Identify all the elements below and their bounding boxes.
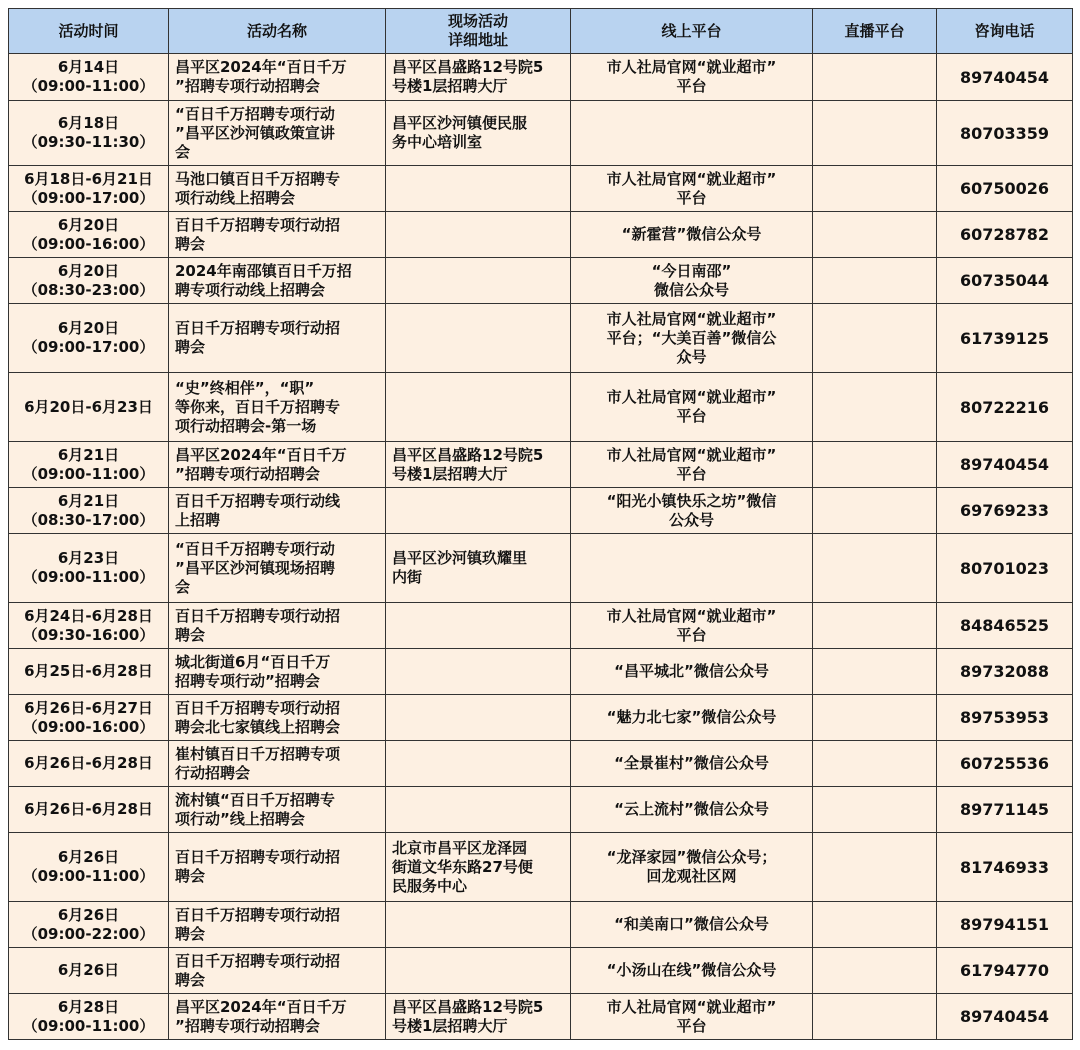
- cell-line: “百日千万招聘专项行动: [175, 539, 335, 558]
- cell-live-platform: [813, 373, 937, 442]
- cell-line: 市人社局官网“就业超市”: [606, 58, 777, 76]
- cell-line: 民服务中心: [392, 876, 468, 895]
- cell-activity-time: [9, 442, 169, 488]
- cell-phone: 80703359: [937, 101, 1073, 166]
- cell-line: 内街: [392, 568, 423, 586]
- cell-line: ”招聘专项行动招聘会: [175, 77, 320, 95]
- cell-line: 昌平区2024年“百日千万: [175, 58, 347, 76]
- cell-activity-time: [9, 212, 169, 258]
- cell-line: 6月20日: [57, 261, 120, 280]
- cell-line: 线上平台: [661, 21, 722, 40]
- cell-venue-address: [386, 741, 571, 787]
- cell-line: （09:00-16:00）: [22, 717, 155, 736]
- header-activity-time: [9, 9, 169, 54]
- cell-line: 北京市昌平区龙泽园: [392, 838, 528, 857]
- cell-activity-time: [9, 54, 169, 101]
- cell-live-platform: [813, 649, 937, 695]
- table-row: [9, 787, 1073, 833]
- cell-line: 百日千万招聘专项行动招: [175, 215, 341, 234]
- cell-line: 6月14日: [57, 58, 120, 76]
- cell-phone: 89771145: [937, 787, 1073, 833]
- cell-online-platform: [571, 212, 813, 258]
- cell-venue-address: [386, 373, 571, 442]
- cell-line: ”昌平区沙河镇政策宣讲: [175, 123, 335, 142]
- cell-live-platform: [813, 212, 937, 258]
- cell-line: 上招聘: [175, 510, 221, 529]
- cell-activity-time: [9, 373, 169, 442]
- cell-line: （09:00-17:00）: [22, 338, 155, 356]
- cell-line: 回龙观社区网: [646, 867, 737, 885]
- cell-line: 昌平区昌盛路12号院5: [392, 445, 544, 464]
- cell-venue-address: [386, 787, 571, 833]
- cell-phone: 81746933: [937, 833, 1073, 902]
- cell-activity-time: [9, 833, 169, 902]
- cell-activity-time: [9, 304, 169, 373]
- cell-activity-name: [169, 994, 386, 1040]
- cell-online-platform: [571, 304, 813, 373]
- cell-venue-address: [386, 649, 571, 695]
- cell-live-platform: [813, 442, 937, 488]
- cell-line: 6月18日-6月21日: [24, 169, 153, 188]
- cell-phone: 89740454: [937, 442, 1073, 488]
- cell-line: 6月18日: [57, 114, 120, 132]
- table-row: [9, 212, 1073, 258]
- cell-line: 会: [175, 577, 191, 596]
- table-row: [9, 534, 1073, 603]
- cell-activity-name: [169, 695, 386, 741]
- cell-line: “龙泽家园”微信公众号；: [606, 848, 777, 866]
- cell-line: 6月28日: [57, 997, 120, 1016]
- cell-activity-time: [9, 488, 169, 534]
- cell-venue-address: [386, 212, 571, 258]
- header-row: [9, 9, 1073, 54]
- cell-online-platform: [571, 603, 813, 649]
- cell-line: 昌平区沙河镇玖耀里: [392, 549, 528, 567]
- cell-live-platform: [813, 902, 937, 948]
- cell-line: 6月21日: [57, 491, 120, 510]
- cell-line: 项行动线上招聘会: [175, 188, 296, 207]
- cell-line: 聘会北七家镇线上招聘会: [175, 717, 341, 736]
- cell-live-platform: [813, 603, 937, 649]
- cell-phone: 60728782: [937, 212, 1073, 258]
- cell-line: （09:30-11:30）: [22, 133, 155, 151]
- cell-live-platform: [813, 787, 937, 833]
- cell-venue-address: [386, 54, 571, 101]
- cell-activity-name: [169, 787, 386, 833]
- cell-venue-address: [386, 488, 571, 534]
- cell-line: 6月26日: [57, 848, 120, 866]
- cell-venue-address: [386, 902, 571, 948]
- cell-line: （08:30-17:00）: [22, 510, 155, 529]
- table-row: [9, 488, 1073, 534]
- cell-live-platform: [813, 488, 937, 534]
- table-row: [9, 902, 1073, 948]
- cell-line: 活动时间: [58, 21, 119, 40]
- table-row: [9, 741, 1073, 787]
- cell-line: （08:30-23:00）: [22, 280, 155, 299]
- cell-activity-time: [9, 948, 169, 994]
- cell-line: “今日南邵”: [651, 261, 732, 280]
- cell-line: 城北街道6月“百日千万: [175, 652, 331, 671]
- cell-line: 聘会: [175, 234, 206, 253]
- cell-venue-address: [386, 994, 571, 1040]
- cell-line: 微信公众号: [653, 280, 729, 299]
- cell-activity-time: [9, 994, 169, 1040]
- cell-line: 市人社局官网“就业超市”: [606, 997, 777, 1016]
- cell-live-platform: [813, 534, 937, 603]
- header-live-platform: [813, 9, 937, 54]
- cell-line: 6月24日-6月28日: [24, 606, 153, 625]
- cell-activity-name: [169, 534, 386, 603]
- table-row: [9, 994, 1073, 1040]
- cell-live-platform: [813, 833, 937, 902]
- cell-line: （09:30-16:00）: [22, 625, 155, 644]
- cell-activity-time: [9, 787, 169, 833]
- cell-line: 务中心培训室: [392, 133, 483, 151]
- table-row: [9, 101, 1073, 166]
- cell-line: 6月26日-6月28日: [24, 754, 153, 772]
- cell-phone: 60735044: [937, 258, 1073, 304]
- cell-activity-time: [9, 741, 169, 787]
- cell-line: 直播平台: [844, 21, 905, 40]
- cell-line: 市人社局官网“就业超市”: [606, 309, 777, 328]
- cell-line: 百日千万招聘专项行动招: [175, 951, 341, 970]
- cell-line: 市人社局官网“就业超市”: [606, 169, 777, 188]
- table-body: [9, 54, 1073, 1040]
- cell-venue-address: [386, 603, 571, 649]
- cell-line: 流村镇“百日千万招聘专: [175, 790, 335, 809]
- cell-line: 昌平区昌盛路12号院5: [392, 997, 544, 1016]
- cell-activity-name: [169, 833, 386, 902]
- cell-line: 聘专项行动线上招聘会: [175, 280, 326, 299]
- cell-phone: 89732088: [937, 649, 1073, 695]
- cell-online-platform: [571, 741, 813, 787]
- cell-line: （09:00-11:00）: [22, 867, 155, 885]
- cell-line: 百日千万招聘专项行动招: [175, 905, 341, 924]
- table-header: [9, 9, 1073, 54]
- cell-line: 昌平区昌盛路12号院5: [392, 58, 544, 76]
- cell-line: 活动名称: [246, 21, 307, 40]
- cell-venue-address: [386, 534, 571, 603]
- cell-activity-name: [169, 212, 386, 258]
- cell-line: 6月23日: [57, 549, 120, 567]
- cell-line: 聘会: [175, 867, 206, 885]
- cell-line: 平台: [676, 77, 707, 95]
- cell-line: 详细地址: [447, 31, 508, 49]
- cell-phone: 89753953: [937, 695, 1073, 741]
- cell-activity-name: [169, 741, 386, 787]
- cell-online-platform: [571, 488, 813, 534]
- table-row: [9, 695, 1073, 741]
- cell-line: 昌平区2024年“百日千万: [175, 445, 347, 464]
- cell-line: 百日千万招聘专项行动招: [175, 319, 341, 337]
- cell-line: （09:00-11:00）: [22, 77, 155, 95]
- cell-live-platform: [813, 304, 937, 373]
- cell-line: 百日千万招聘专项行动线: [175, 491, 341, 510]
- cell-line: 平台: [676, 188, 707, 207]
- cell-online-platform: [571, 101, 813, 166]
- cell-line: ”招聘专项行动招聘会: [175, 464, 320, 483]
- cell-live-platform: [813, 101, 937, 166]
- cell-line: ”昌平区沙河镇现场招聘: [175, 558, 335, 577]
- cell-line: 公众号: [668, 510, 714, 529]
- table-row: [9, 833, 1073, 902]
- cell-line: 百日千万招聘专项行动招: [175, 848, 341, 866]
- header-phone: [937, 9, 1073, 54]
- cell-line: 6月26日-6月27日: [24, 698, 153, 717]
- cell-activity-time: [9, 258, 169, 304]
- cell-live-platform: [813, 166, 937, 212]
- cell-online-platform: [571, 695, 813, 741]
- cell-line: 昌平区沙河镇便民服: [392, 114, 528, 132]
- cell-line: （09:00-11:00）: [22, 1016, 155, 1035]
- cell-activity-name: [169, 948, 386, 994]
- table-row: [9, 948, 1073, 994]
- cell-activity-time: [9, 902, 169, 948]
- cell-line: 6月21日: [57, 445, 120, 464]
- cell-line: 聘会: [175, 625, 206, 644]
- header-online-platform: [571, 9, 813, 54]
- cell-venue-address: [386, 304, 571, 373]
- cell-phone: 60725536: [937, 741, 1073, 787]
- cell-activity-name: [169, 54, 386, 101]
- cell-line: “史”终相伴”，“职”: [175, 378, 315, 397]
- table-row: [9, 166, 1073, 212]
- cell-activity-time: [9, 166, 169, 212]
- cell-line: 马池口镇百日千万招聘专: [175, 169, 341, 188]
- cell-line: 6月20日: [57, 215, 120, 234]
- cell-venue-address: [386, 948, 571, 994]
- cell-line: “百日千万招聘专项行动: [175, 104, 335, 123]
- cell-venue-address: [386, 166, 571, 212]
- cell-line: 街道文华东路27号便: [392, 857, 533, 876]
- cell-line: 号楼1层招聘大厅: [392, 1016, 508, 1035]
- cell-line: “小汤山在线”微信公众号: [606, 961, 777, 979]
- cell-line: 市人社局官网“就业超市”: [606, 445, 777, 464]
- cell-line: 6月25日-6月28日: [24, 662, 153, 680]
- cell-live-platform: [813, 741, 937, 787]
- cell-activity-name: [169, 166, 386, 212]
- cell-online-platform: [571, 534, 813, 603]
- cell-line: 平台；“大美百善”微信公: [606, 328, 777, 347]
- cell-venue-address: [386, 833, 571, 902]
- cell-line: “和美南口”微信公众号: [614, 915, 769, 933]
- cell-line: 项行动招聘会-第一场: [175, 416, 317, 435]
- cell-live-platform: [813, 994, 937, 1040]
- cell-line: 百日千万招聘专项行动招: [175, 606, 341, 625]
- cell-activity-name: [169, 902, 386, 948]
- cell-online-platform: [571, 833, 813, 902]
- cell-venue-address: [386, 258, 571, 304]
- header-venue-address: [386, 9, 571, 54]
- cell-online-platform: [571, 787, 813, 833]
- cell-phone: 89740454: [937, 994, 1073, 1040]
- cell-line: 平台: [676, 407, 707, 425]
- cell-line: “阳光小镇快乐之坊”微信: [606, 491, 777, 510]
- table-row: [9, 649, 1073, 695]
- cell-live-platform: [813, 258, 937, 304]
- cell-line: 招聘专项行动”招聘会: [175, 671, 320, 690]
- cell-line: 平台: [676, 1016, 707, 1035]
- cell-activity-name: [169, 101, 386, 166]
- cell-phone: 61739125: [937, 304, 1073, 373]
- cell-activity-time: [9, 695, 169, 741]
- cell-phone: 89740454: [937, 54, 1073, 101]
- cell-line: （09:00-16:00）: [22, 234, 155, 253]
- cell-activity-name: [169, 304, 386, 373]
- cell-line: 聘会: [175, 924, 206, 943]
- cell-venue-address: [386, 101, 571, 166]
- cell-activity-time: [9, 649, 169, 695]
- cell-line: （09:00-22:00）: [22, 924, 155, 943]
- cell-line: 2024年南邵镇百日千万招: [175, 261, 352, 280]
- table-row: [9, 603, 1073, 649]
- cell-line: 市人社局官网“就业超市”: [606, 388, 777, 406]
- cell-line: “全景崔村”微信公众号: [614, 754, 769, 772]
- cell-online-platform: [571, 442, 813, 488]
- cell-activity-name: [169, 373, 386, 442]
- header-activity-name: [169, 9, 386, 54]
- cell-line: （09:00-17:00）: [22, 188, 155, 207]
- cell-activity-time: [9, 603, 169, 649]
- cell-online-platform: [571, 948, 813, 994]
- cell-activity-name: [169, 258, 386, 304]
- cell-line: “新霍营”微信公众号: [621, 225, 762, 243]
- cell-live-platform: [813, 948, 937, 994]
- cell-line: “昌平城北”微信公众号: [614, 662, 769, 680]
- cell-line: 百日千万招聘专项行动招: [175, 698, 341, 717]
- cell-line: 会: [175, 142, 191, 161]
- cell-line: 现场活动: [447, 12, 508, 30]
- cell-activity-name: [169, 649, 386, 695]
- cell-line: 6月26日: [57, 905, 120, 924]
- cell-line: 6月20日-6月23日: [24, 397, 153, 416]
- cell-activity-time: [9, 101, 169, 166]
- cell-phone: 80722216: [937, 373, 1073, 442]
- cell-line: 6月26日: [57, 961, 120, 979]
- cell-line: 众号: [676, 347, 707, 366]
- recruitment-schedule-table: [8, 8, 1073, 1040]
- cell-phone: 84846525: [937, 603, 1073, 649]
- cell-line: “云上流村”微信公众号: [614, 800, 769, 818]
- table-row: [9, 373, 1073, 442]
- cell-online-platform: [571, 649, 813, 695]
- cell-online-platform: [571, 166, 813, 212]
- cell-activity-name: [169, 442, 386, 488]
- cell-activity-time: [9, 534, 169, 603]
- cell-line: 平台: [676, 464, 707, 483]
- cell-line: （09:00-11:00）: [22, 464, 155, 483]
- cell-line: ”招聘专项行动招聘会: [175, 1016, 320, 1035]
- cell-line: 聘会: [175, 338, 206, 356]
- cell-phone: 60750026: [937, 166, 1073, 212]
- cell-line: 咨询电话: [974, 21, 1035, 40]
- cell-line: 6月26日-6月28日: [24, 800, 153, 818]
- cell-venue-address: [386, 695, 571, 741]
- cell-online-platform: [571, 994, 813, 1040]
- cell-line: 市人社局官网“就业超市”: [606, 606, 777, 625]
- cell-phone: 69769233: [937, 488, 1073, 534]
- cell-live-platform: [813, 54, 937, 101]
- cell-line: 等你来，百日千万招聘专: [175, 397, 341, 416]
- cell-venue-address: [386, 442, 571, 488]
- cell-line: 崔村镇百日千万招聘专项: [175, 744, 341, 763]
- cell-line: “魅力北七家”微信公众号: [606, 708, 777, 726]
- cell-line: 平台: [676, 625, 707, 644]
- cell-line: 号楼1层招聘大厅: [392, 77, 508, 95]
- cell-line: 号楼1层招聘大厅: [392, 464, 508, 483]
- cell-phone: 61794770: [937, 948, 1073, 994]
- cell-live-platform: [813, 695, 937, 741]
- cell-line: 行动招聘会: [175, 763, 251, 782]
- cell-phone: 89794151: [937, 902, 1073, 948]
- cell-line: 聘会: [175, 970, 206, 989]
- cell-line: 6月20日: [57, 319, 120, 337]
- cell-online-platform: [571, 54, 813, 101]
- cell-online-platform: [571, 373, 813, 442]
- cell-online-platform: [571, 258, 813, 304]
- cell-line: 项行动”线上招聘会: [175, 809, 305, 828]
- table-row: [9, 442, 1073, 488]
- table-row: [9, 304, 1073, 373]
- cell-line: （09:00-11:00）: [22, 568, 155, 586]
- cell-activity-name: [169, 603, 386, 649]
- cell-online-platform: [571, 902, 813, 948]
- table-row: [9, 54, 1073, 101]
- cell-phone: 80701023: [937, 534, 1073, 603]
- table-row: [9, 258, 1073, 304]
- cell-line: 昌平区2024年“百日千万: [175, 997, 347, 1016]
- cell-activity-name: [169, 488, 386, 534]
